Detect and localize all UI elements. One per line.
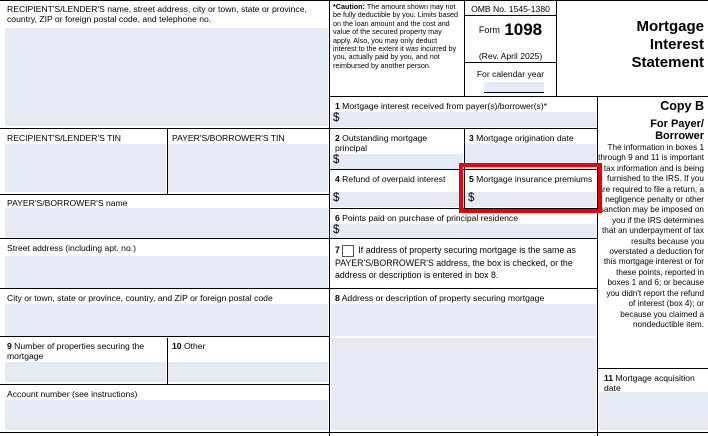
calendar-year-field[interactable] [484,82,544,92]
box4-dollar: $ [333,192,340,204]
box11-label [600,371,706,393]
city-field[interactable] [5,304,328,336]
copy-b-label: Copy B [660,99,704,113]
borrower-line: Borrower [655,130,704,142]
box11-number: 11 [604,373,614,383]
box6-text: Points paid on purchase of principal residence [342,213,518,223]
box11-date-field[interactable] [599,392,708,430]
revision-date: (Rev. April 2025) [478,51,543,61]
payer-name-field[interactable] [5,208,328,238]
account-number-field[interactable] [5,400,328,430]
irs-notice: The information in boxes 1 through 9 and 11 is important tax information and is being furnished to the IRS. If you are required to file a return, a negligence penalty or other sanction may be imposed on you if the IRS determines that an underpayment of tax results because you overstated a deduction for this mortgage interest or for these points, reported in boxes 1 and 6; or because you didn't report the refund of interest (box 4); or because you claimed a nondeductible item. [598,143,704,329]
box6-number: 6 [335,213,340,223]
title-line-3: Statement [631,54,704,71]
box4-label [331,172,463,184]
box5-text: Mortgage insurance premiums [476,174,593,184]
box5-highlight [459,163,602,213]
form-title [560,18,704,72]
box3-label [465,131,597,143]
box10-number: 10 [172,341,182,351]
box8-label [331,291,596,303]
box2-text: Outstanding mortgage principal [335,133,428,153]
payer-name-label: PAYER'S/BORROWER'S name [7,198,128,208]
title-line-1: Mortgage [636,18,704,35]
calendar-year-label: For calendar year [476,69,545,79]
box2-amount-field[interactable] [343,154,463,169]
box7-label [331,242,596,281]
box5-dollar: $ [468,192,475,204]
box3-text: Mortgage origination date [476,133,574,143]
box5-number: 5 [469,174,474,184]
box7-checkbox[interactable] [342,245,354,257]
box10-label [168,339,328,351]
box8-number: 8 [335,293,340,303]
box10-field[interactable] [168,362,328,382]
box6-amount-field[interactable] [343,224,595,238]
payer-tin-label: PAYER'S/BORROWER'S TIN [172,133,285,143]
box1-number: 1 [335,101,340,111]
box4-number: 4 [335,174,340,184]
recipient-name-field[interactable] [5,28,328,126]
account-number-label: Account number (see instructions) [7,389,138,399]
box8-address-field[interactable] [331,304,596,430]
title-line-2: Interest [649,36,704,53]
box10-text: Other [183,341,206,351]
box6-dollar: $ [333,224,340,236]
recipient-tin-field[interactable] [5,144,166,192]
caution-bold: *Caution: [333,2,365,11]
box7-number: 7 [335,245,340,255]
box1-amount-field[interactable] [343,112,595,127]
omb-number: OMB No. 1545-1380 [471,4,550,14]
box4-text: Refund of overpaid interest [342,174,446,184]
recipient-name-label: RECIPIENT'S/LENDER'S name, street address, city or town, state or province, country, ZIP or foreign postal code, and telephone no. [7,4,307,24]
box9-label [3,339,165,361]
box2-dollar: $ [333,154,340,166]
for-payer-label [600,118,704,142]
box11-text: Mortgage acquisition date [604,373,695,393]
box1-text: Mortgage interest received from payer(s)/borrower(s)* [342,101,548,111]
street-address-label: Street address (including apt. no.) [7,243,136,253]
box9-text: Number of properties securing the mortgage [7,341,145,361]
box2-label [331,131,463,153]
form-prefix: Form [478,25,500,35]
payer-tin-field[interactable] [168,144,328,192]
caution-note [330,1,464,72]
box2-number: 2 [335,133,340,143]
form-number: 1098 [504,20,543,39]
recipient-tin-label: RECIPIENT'S/LENDER'S TIN [7,133,121,143]
form-id [465,20,556,40]
box7-text: If address of property securing mortgage is the same as PAYER'S/BORROWER'S address, the box is checked, or the address or description is entered in box 8. [335,245,576,281]
street-address-field[interactable] [5,256,328,288]
for-payer-line: For Payer/ [650,118,704,130]
caution-text: The amount shown may not be fully deductible by you. Limits based on the loan amount and the cost and value of the secured property may apply. Also, you may only deduct interest to the extent it was incurred by you, actually paid by you, and not reimbursed by another person. [333,2,459,70]
box3-number: 3 [469,133,474,143]
box1-dollar: $ [333,112,340,124]
box8-text: Address or description of property securing mortgage [341,293,545,303]
city-label: City or town, state or province, country, and ZIP or foreign postal code [7,293,273,303]
box9-number: 9 [7,341,12,351]
box1-label [331,99,596,111]
box9-field[interactable] [5,362,166,382]
box4-amount-field[interactable] [343,192,463,207]
